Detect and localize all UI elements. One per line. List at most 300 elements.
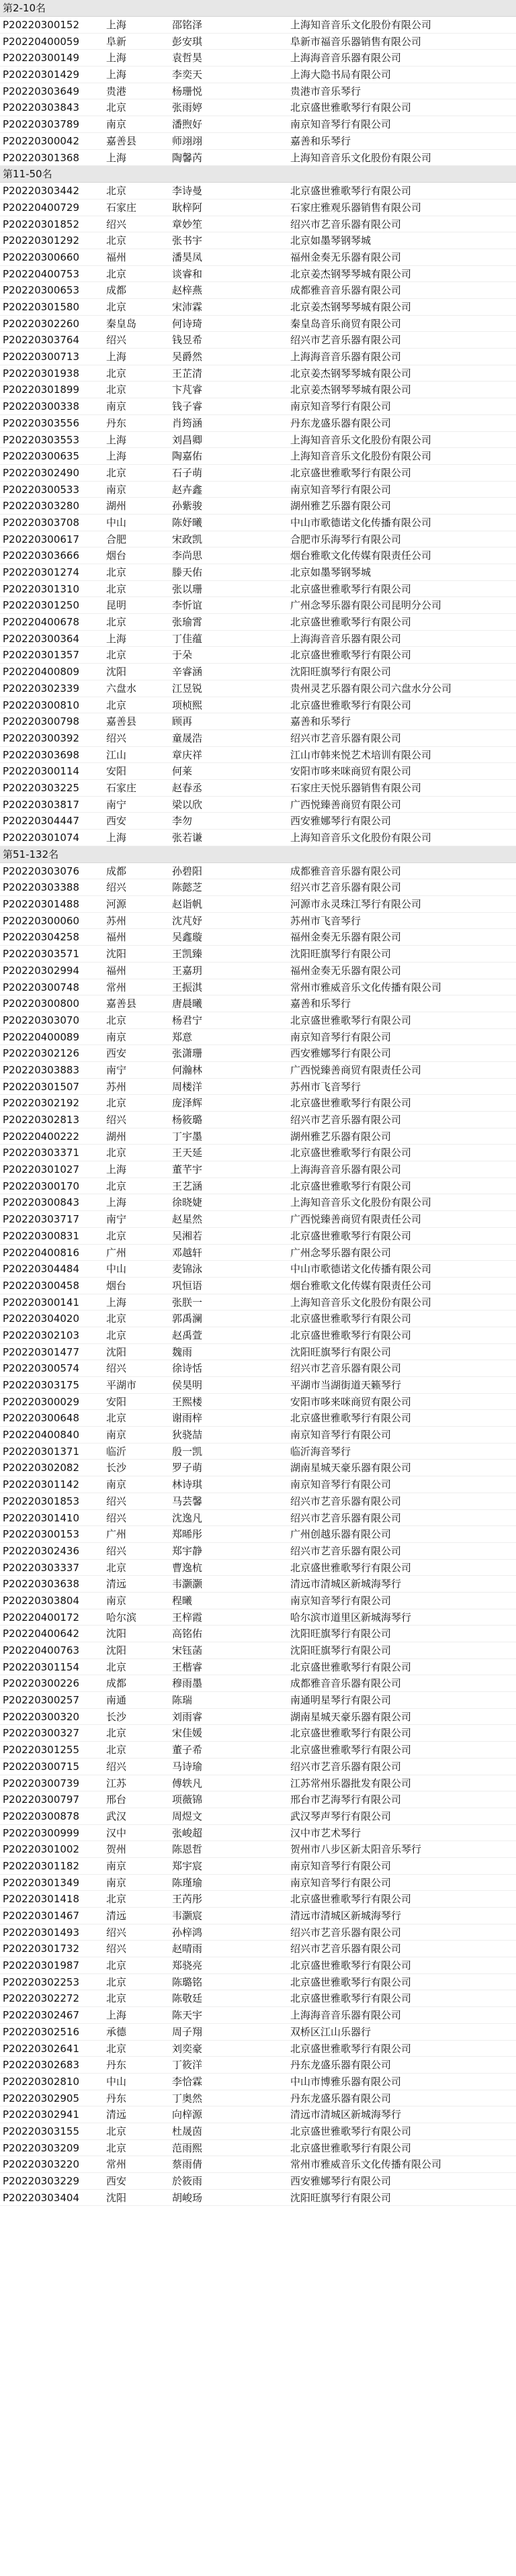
entry-city: 南京 xyxy=(106,1030,127,1043)
list-item xyxy=(0,730,516,747)
entry-name: 赵晴雨 xyxy=(172,1943,203,1955)
entry-id: P20220300226 xyxy=(3,1677,80,1690)
entry-city: 成都 xyxy=(106,284,127,297)
list-item xyxy=(0,1990,516,2007)
entry-name: 王嘉玥 xyxy=(172,964,203,977)
list-item xyxy=(0,1377,516,1394)
entry-name: 何莱 xyxy=(172,765,193,778)
entry-organization: 绍兴市艺音乐器有限公司 xyxy=(290,731,402,744)
entry-id: P20220303404 xyxy=(3,2191,80,2204)
entry-name: 陈懿芝 xyxy=(172,881,203,894)
entry-organization: 绍兴市艺音乐器有限公司 xyxy=(290,334,402,347)
entry-name: 耿梓阿 xyxy=(172,201,203,214)
list-item xyxy=(0,1841,516,1858)
entry-id: P20220400089 xyxy=(3,1030,80,1043)
entry-city: 北京 xyxy=(106,1660,127,1673)
entry-id: P20220303698 xyxy=(3,748,80,761)
entry-organization: 嘉善和乐琴行 xyxy=(290,134,351,147)
entry-city: 河源 xyxy=(106,898,127,911)
entry-city: 沈阳 xyxy=(106,1345,127,1358)
entry-organization: 福州金奏无乐器有限公司 xyxy=(290,251,402,263)
entry-id: P20220303388 xyxy=(3,881,80,894)
entry-organization: 贺州市八步区新太阳音乐琴行 xyxy=(290,1843,422,1856)
entry-organization: 嘉善和乐琴行 xyxy=(290,715,351,728)
entry-organization: 丹东龙盛乐器有限公司 xyxy=(290,2092,392,2104)
list-item xyxy=(0,1062,516,1079)
entry-id: P20220301274 xyxy=(3,566,80,578)
entry-id: P20220303649 xyxy=(3,85,80,97)
list-item xyxy=(0,1692,516,1709)
entry-city: 汉中 xyxy=(106,1826,127,1839)
list-item xyxy=(0,879,516,896)
entry-id: P20220301371 xyxy=(3,1445,80,1458)
entry-id: P20220302260 xyxy=(3,317,80,330)
entry-id: P20220302103 xyxy=(3,1329,80,1341)
entry-name: 巩恒语 xyxy=(172,1279,203,1292)
entry-name: 陈敬廷 xyxy=(172,1992,203,2005)
entry-id: P20220400753 xyxy=(3,267,80,280)
entry-name: 彭安琪 xyxy=(172,35,203,48)
list-item xyxy=(0,946,516,963)
list-item xyxy=(0,1095,516,1112)
entry-id: P20220303843 xyxy=(3,101,80,114)
entry-organization: 清远市清城区新城海琴行 xyxy=(290,1578,402,1591)
list-item xyxy=(0,1360,516,1377)
entry-id: P20220300152 xyxy=(3,19,80,31)
entry-id: P20220300458 xyxy=(3,1279,80,1292)
entry-city: 丹东 xyxy=(106,416,127,429)
entry-organization: 成都雅音音乐器有限公司 xyxy=(290,284,402,297)
entry-organization: 上海海音音乐器有限公司 xyxy=(290,351,402,363)
list-item xyxy=(0,332,516,349)
entry-city: 北京 xyxy=(106,1727,127,1740)
entry-name: 傅轶凡 xyxy=(172,1777,203,1789)
entry-city: 沈阳 xyxy=(106,2191,127,2204)
entry-organization: 合肥市乐海琴行有限公司 xyxy=(290,533,402,545)
entry-name: 王芷清 xyxy=(172,367,203,380)
entry-id: P20220301410 xyxy=(3,1511,80,1524)
entry-name: 辛睿涵 xyxy=(172,666,203,678)
entry-organization: 西安雅娜琴行有限公司 xyxy=(290,1047,392,1060)
list-item xyxy=(0,1228,516,1245)
entry-name: 李诗曼 xyxy=(172,185,203,197)
entry-name: 项薇锦 xyxy=(172,1793,203,1806)
entry-organization: 上海海音音乐器有限公司 xyxy=(290,1163,402,1176)
entry-organization: 广州创越乐器有限公司 xyxy=(290,1528,392,1541)
entry-organization: 中山市博雅乐器有限公司 xyxy=(290,2075,402,2088)
entry-name: 张潇珊 xyxy=(172,1047,203,1060)
entry-organization: 上海知音音乐文化股份有限公司 xyxy=(290,1196,432,1209)
list-item xyxy=(0,1659,516,1676)
entry-city: 福州 xyxy=(106,931,127,944)
entry-name: 章妙笙 xyxy=(172,218,203,230)
list-item xyxy=(0,1957,516,1974)
entry-id: P20220302941 xyxy=(3,2108,80,2121)
entry-id: P20220303371 xyxy=(3,1147,80,1159)
entry-id: P20220301853 xyxy=(3,1495,80,1507)
entry-organization: 南京知音琴行有限公司 xyxy=(290,1859,392,1872)
entry-name: 吴鑫璇 xyxy=(172,931,203,944)
entry-organization: 苏州市飞音琴行 xyxy=(290,914,361,927)
entry-id: P20220302994 xyxy=(3,964,80,977)
entry-name: 郑晞彤 xyxy=(172,1528,203,1541)
entry-name: 周子翔 xyxy=(172,2025,203,2038)
entry-name: 谈睿和 xyxy=(172,267,203,280)
entry-city: 江苏 xyxy=(106,1777,127,1789)
entry-id: P20220301488 xyxy=(3,898,80,911)
entry-id: P20220300338 xyxy=(3,400,80,413)
list-item xyxy=(0,531,516,548)
list-item xyxy=(0,34,516,50)
entry-name: 张雨婷 xyxy=(172,101,203,114)
list-item xyxy=(0,282,516,299)
list-item xyxy=(0,1261,516,1278)
entry-name: 郑宇宸 xyxy=(172,1859,203,1872)
entry-city: 上海 xyxy=(106,632,127,645)
entry-id: P20220304447 xyxy=(3,815,80,828)
entry-name: 郑骁亮 xyxy=(172,1959,203,1972)
entry-name: 肖筠涵 xyxy=(172,416,203,429)
entry-organization: 上海知音音乐文化股份有限公司 xyxy=(290,450,432,463)
entry-id: P20220301467 xyxy=(3,1910,80,1922)
entry-organization: 中山市歌德诺文化传播有限公司 xyxy=(290,516,432,529)
list-item xyxy=(0,1560,516,1576)
list-item xyxy=(0,2090,516,2107)
list-item xyxy=(0,1626,516,1642)
entry-id: P20220303666 xyxy=(3,549,80,562)
entry-name: 陈瑾瑜 xyxy=(172,1876,203,1889)
entry-id: P20220304020 xyxy=(3,1313,80,1325)
entry-id: P20220300648 xyxy=(3,1412,80,1425)
entry-city: 上海 xyxy=(106,832,127,844)
entry-id: P20220303280 xyxy=(3,500,80,513)
entry-organization: 汉中市艺术琴行 xyxy=(290,1826,361,1839)
entry-id: P20220303155 xyxy=(3,2125,80,2137)
entry-name: 丁佳蕴 xyxy=(172,632,203,645)
entry-id: P20220300170 xyxy=(3,1180,80,1192)
entry-name: 项桢熙 xyxy=(172,699,203,711)
list-item xyxy=(0,382,516,398)
entry-id: P20220400729 xyxy=(3,201,80,214)
list-item xyxy=(0,1941,516,1957)
entry-name: 陈瑞 xyxy=(172,1694,193,1707)
list-item xyxy=(0,1194,516,1211)
list-item xyxy=(0,913,516,930)
entry-name: 董芊宇 xyxy=(172,1163,203,1176)
entry-organization: 北京盛世雅歌琴行有限公司 xyxy=(290,1313,412,1325)
entry-name: 吴爵然 xyxy=(172,351,203,363)
entry-city: 石家庄 xyxy=(106,201,137,214)
entry-organization: 广西悦臻善商贸有限公司 xyxy=(290,798,402,811)
entry-id: P20220300533 xyxy=(3,483,80,496)
entry-name: 蔡雨倩 xyxy=(172,2158,203,2171)
entry-organization: 绍兴市艺音乐器有限公司 xyxy=(290,218,402,230)
entry-city: 北京 xyxy=(106,1014,127,1026)
entry-organization: 北京盛世雅歌琴行有限公司 xyxy=(290,582,412,595)
entry-organization: 北京盛世雅歌琴行有限公司 xyxy=(290,699,412,711)
list-item xyxy=(0,1808,516,1825)
entry-name: 侯昊明 xyxy=(172,1379,203,1391)
entry-organization: 北京盛世雅歌琴行有限公司 xyxy=(290,1660,412,1673)
list-item xyxy=(0,797,516,813)
list-item xyxy=(0,664,516,680)
entry-name: 陈天宇 xyxy=(172,2009,203,2022)
entry-organization: 安阳市哆来咪商贸有限公司 xyxy=(290,765,412,778)
entry-organization: 广州念琴乐器有限公司昆明分公司 xyxy=(290,599,442,612)
entry-city: 贵港 xyxy=(106,85,127,97)
list-item xyxy=(0,2106,516,2123)
entry-city: 嘉善县 xyxy=(106,715,137,728)
entry-city: 清远 xyxy=(106,2108,127,2121)
entry-id: P20220302126 xyxy=(3,1047,80,1060)
entry-id: P20220302192 xyxy=(3,1097,80,1110)
entry-id: P20220303175 xyxy=(3,1379,80,1391)
entry-id: P20220301852 xyxy=(3,218,80,230)
entry-name: 张若谦 xyxy=(172,832,203,844)
entry-name: 潘煦好 xyxy=(172,118,203,131)
entry-organization: 北京盛世雅歌琴行有限公司 xyxy=(290,1014,412,1026)
list-item xyxy=(0,2057,516,2074)
list-item xyxy=(0,2173,516,2190)
entry-city: 绍兴 xyxy=(106,1362,127,1375)
list-item xyxy=(0,780,516,797)
entry-id: P20220300149 xyxy=(3,52,80,64)
entry-id: P20220301074 xyxy=(3,832,80,844)
list-item xyxy=(0,830,516,846)
list-item xyxy=(0,1593,516,1609)
entry-city: 六盘水 xyxy=(106,682,137,695)
entry-city: 平湖市 xyxy=(106,1379,137,1391)
entry-city: 北京 xyxy=(106,2141,127,2154)
entry-id: P20220300257 xyxy=(3,1694,80,1707)
list-item xyxy=(0,1891,516,1908)
entry-organization: 平湖市当湖街道天籁琴行 xyxy=(290,1379,402,1391)
entry-id: P20220300739 xyxy=(3,1777,80,1789)
entry-organization: 湖州雅艺乐器有限公司 xyxy=(290,500,392,513)
entry-name: 梁以欣 xyxy=(172,798,203,811)
entry-organization: 常州市雅威音乐文化传播有限公司 xyxy=(290,981,442,993)
entry-name: 王艺涵 xyxy=(172,1180,203,1192)
entry-name: 赵星然 xyxy=(172,1213,203,1226)
entry-city: 北京 xyxy=(106,582,127,595)
entry-city: 北京 xyxy=(106,1893,127,1906)
entry-id: P20220303789 xyxy=(3,118,80,131)
list-item xyxy=(0,1791,516,1808)
entry-city: 南通 xyxy=(106,1694,127,1707)
entry-city: 上海 xyxy=(106,69,127,81)
entry-organization: 北京盛世雅歌琴行有限公司 xyxy=(290,2141,412,2154)
entry-organization: 沈阳旺旗琴行有限公司 xyxy=(290,666,392,678)
entry-id: P20220301255 xyxy=(3,1744,80,1757)
list-item xyxy=(0,2074,516,2090)
entry-organization: 广西悦臻善商贸有限责任公司 xyxy=(290,1063,422,1076)
entry-name: 李奕天 xyxy=(172,69,203,81)
entry-id: P20220302436 xyxy=(3,1544,80,1557)
entry-name: 赵梓燕 xyxy=(172,284,203,297)
entry-organization: 沈阳旺旗琴行有限公司 xyxy=(290,948,392,961)
entry-id: P20220303717 xyxy=(3,1213,80,1226)
entry-id: P20220400816 xyxy=(3,1246,80,1259)
entry-id: P20220302683 xyxy=(3,2059,80,2072)
entry-city: 沈阳 xyxy=(106,1644,127,1656)
entry-organization: 广州念琴乐器有限公司 xyxy=(290,1246,392,1259)
entry-organization: 湖南星城天豪乐器有限公司 xyxy=(290,1710,412,1723)
entry-organization: 南京知音琴行有限公司 xyxy=(290,118,392,131)
entry-city: 贺州 xyxy=(106,1843,127,1856)
entry-id: P20220300574 xyxy=(3,1362,80,1375)
entry-city: 绍兴 xyxy=(106,881,127,894)
entry-name: 王熙楼 xyxy=(172,1395,203,1408)
entry-name: 罗子萌 xyxy=(172,1462,203,1474)
entry-city: 江山 xyxy=(106,748,127,761)
entry-organization: 北京盛世雅歌琴行有限公司 xyxy=(290,1180,412,1192)
entry-organization: 绍兴市艺音乐器有限公司 xyxy=(290,1926,402,1939)
entry-id: P20220300798 xyxy=(3,715,80,728)
entry-name: 张书宇 xyxy=(172,234,203,247)
entry-id: P20220303804 xyxy=(3,1594,80,1607)
entry-name: 王楷睿 xyxy=(172,1660,203,1673)
entry-organization: 北京盛世雅歌琴行有限公司 xyxy=(290,1097,412,1110)
entry-name: 王芮彤 xyxy=(172,1893,203,1906)
entry-organization: 北京盛世雅歌琴行有限公司 xyxy=(290,1992,412,2005)
entry-organization: 北京如墨琴钢琴城 xyxy=(290,234,372,247)
entry-id: P20220300843 xyxy=(3,1196,80,1209)
entry-name: 徐晓婕 xyxy=(172,1196,203,1209)
list-item xyxy=(0,564,516,581)
entry-id: P20220301493 xyxy=(3,1926,80,1939)
entry-organization: 秦皇岛音乐商贸有限公司 xyxy=(290,317,402,330)
entry-city: 临沂 xyxy=(106,1445,127,1458)
entry-city: 丹东 xyxy=(106,2059,127,2072)
entry-city: 合肥 xyxy=(106,533,127,545)
entry-city: 北京 xyxy=(106,1412,127,1425)
entry-name: 王凯臻 xyxy=(172,948,203,961)
entry-id: P20220303209 xyxy=(3,2141,80,2154)
entry-city: 南京 xyxy=(106,400,127,413)
entry-organization: 清远市清城区新城海琴行 xyxy=(290,1910,402,1922)
entry-organization: 北京如墨琴钢琴城 xyxy=(290,566,372,578)
entry-name: 郭禹澜 xyxy=(172,1313,203,1325)
list-item xyxy=(0,1178,516,1195)
entry-organization: 西安雅娜琴行有限公司 xyxy=(290,815,392,828)
entry-city: 沈阳 xyxy=(106,948,127,961)
entry-organization: 沈阳旺旗琴行有限公司 xyxy=(290,1644,392,1656)
entry-name: 袁哲昊 xyxy=(172,52,203,64)
entry-city: 安阳 xyxy=(106,1395,127,1408)
entry-name: 邓越轩 xyxy=(172,1246,203,1259)
entry-id: P20220301732 xyxy=(3,1943,80,1955)
entry-organization: 上海知音音乐文化股份有限公司 xyxy=(290,1296,432,1308)
entry-organization: 北京盛世雅歌琴行有限公司 xyxy=(290,1959,412,1972)
entry-city: 烟台 xyxy=(106,549,127,562)
list-item xyxy=(0,299,516,316)
entry-name: 吴湘若 xyxy=(172,1229,203,1242)
list-item xyxy=(0,1278,516,1294)
list-item xyxy=(0,631,516,648)
entry-city: 南京 xyxy=(106,1876,127,1889)
list-item xyxy=(0,1112,516,1128)
entry-id: P20220300141 xyxy=(3,1296,80,1308)
entry-name: 曹逸杭 xyxy=(172,1561,203,1574)
entry-id: P20220303442 xyxy=(3,185,80,197)
list-item xyxy=(0,747,516,764)
entry-id: P20220300878 xyxy=(3,1810,80,1822)
entry-id: P20220300797 xyxy=(3,1793,80,1806)
entry-id: P20220301142 xyxy=(3,1478,80,1491)
entry-organization: 北京盛世雅歌琴行有限公司 xyxy=(290,616,412,629)
list-item xyxy=(0,1875,516,1892)
entry-id: P20220303571 xyxy=(3,948,80,961)
entry-name: 徐诗恬 xyxy=(172,1362,203,1375)
entry-city: 北京 xyxy=(106,1097,127,1110)
entry-organization: 绍兴市艺音乐器有限公司 xyxy=(290,1511,402,1524)
list-item xyxy=(0,2123,516,2140)
entry-city: 绍兴 xyxy=(106,1760,127,1773)
entry-name: 陶馨芮 xyxy=(172,151,203,164)
entry-id: P20220300999 xyxy=(3,1826,80,1839)
entry-organization: 南京知音琴行有限公司 xyxy=(290,1594,392,1607)
entry-city: 广州 xyxy=(106,1528,127,1541)
list-item xyxy=(0,1825,516,1842)
entry-organization: 南京知音琴行有限公司 xyxy=(290,1429,392,1441)
entry-name: 刘雨睿 xyxy=(172,1710,203,1723)
entry-id: P20220300617 xyxy=(3,533,80,545)
list-item xyxy=(0,83,516,100)
entry-city: 北京 xyxy=(106,1992,127,2005)
list-item xyxy=(0,216,516,233)
entry-id: P20220301987 xyxy=(3,1959,80,1972)
entry-city: 长沙 xyxy=(106,1710,127,1723)
list-item xyxy=(0,498,516,515)
section-header: 第11-50名 xyxy=(0,166,516,183)
entry-city: 北京 xyxy=(106,1313,127,1325)
list-item xyxy=(0,2024,516,2041)
entry-id: P20220300635 xyxy=(3,450,80,463)
entry-city: 北京 xyxy=(106,301,127,313)
entry-city: 石家庄 xyxy=(106,781,137,794)
entry-name: 赵禹萱 xyxy=(172,1329,203,1341)
entry-name: 赵诣帆 xyxy=(172,898,203,911)
entry-name: 沈芃妤 xyxy=(172,914,203,927)
entry-organization: 江山市韩来悦艺术培训有限公司 xyxy=(290,748,432,761)
list-item xyxy=(0,2007,516,2024)
entry-city: 上海 xyxy=(106,450,127,463)
entry-name: 陶嘉佑 xyxy=(172,450,203,463)
entry-organization: 北京盛世雅歌琴行有限公司 xyxy=(290,1727,412,1740)
entry-organization: 武汉琴声琴行有限公司 xyxy=(290,1810,392,1822)
list-item xyxy=(0,1460,516,1476)
entry-name: 向梓源 xyxy=(172,2108,203,2121)
entry-organization: 北京盛世雅歌琴行有限公司 xyxy=(290,101,412,114)
entry-name: 林诗琪 xyxy=(172,1478,203,1491)
entry-id: P20220400059 xyxy=(3,35,80,48)
entry-name: 王振淇 xyxy=(172,981,203,993)
list-item xyxy=(0,1609,516,1626)
entry-id: P20220303070 xyxy=(3,1014,80,1026)
entry-name: 童晟浩 xyxy=(172,731,203,744)
entry-city: 绍兴 xyxy=(106,1926,127,1939)
list-item xyxy=(0,232,516,249)
list-item xyxy=(0,1145,516,1161)
entry-name: 赵春丞 xyxy=(172,781,203,794)
entry-organization: 绍兴市艺音乐器有限公司 xyxy=(290,1544,402,1557)
list-item xyxy=(0,1526,516,1543)
list-item xyxy=(0,763,516,780)
entry-id: P20220300748 xyxy=(3,981,80,993)
entry-name: 李忻谊 xyxy=(172,599,203,612)
entry-organization: 上海海音音乐器有限公司 xyxy=(290,52,402,64)
entry-name: 杨君宁 xyxy=(172,1014,203,1026)
